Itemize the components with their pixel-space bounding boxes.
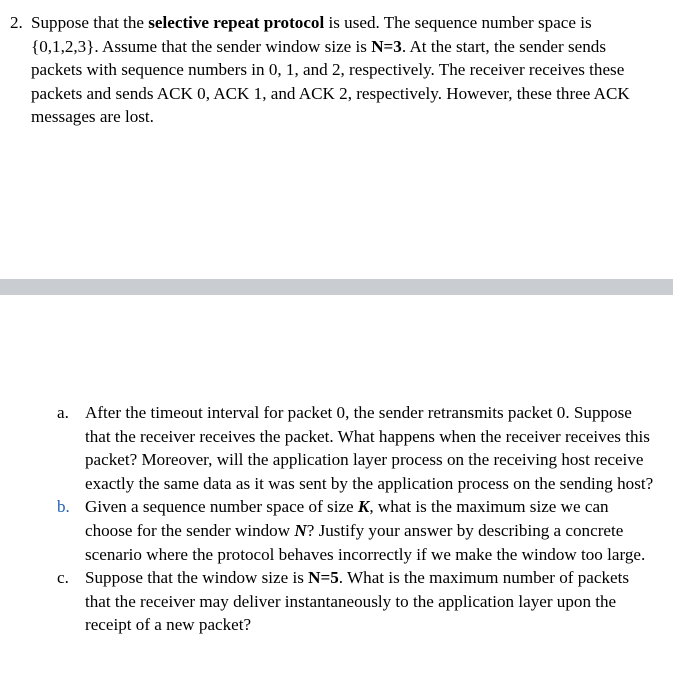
subquestion-text-part: ? Justify your answer by describing a concrete scenario where the protocol behaves incorrectly if we make the window too large. xyxy=(85,520,646,564)
subquestion-a xyxy=(57,401,657,495)
subquestion-text-part: Given a sequence number space of size xyxy=(85,497,358,517)
subquestion-letter: c. xyxy=(57,568,69,588)
protocol-name: selective repeat protocol xyxy=(148,13,325,32)
subquestion-text xyxy=(85,568,629,634)
subquestion-list xyxy=(57,401,657,637)
intro-text-2: is used. The sequence number space is {0,1,2,3}. Assume that the sender window size is xyxy=(31,13,592,56)
subquestion-text: After the timeout interval for packet 0, the sender retransmits packet 0. Suppose that the receiver receives the packet. What happens when the receiver receives this packet? Moreover, will the application layer process on the receiving host receive exactly the same data as it was sent by the application process on the sending host? xyxy=(85,403,654,493)
subquestion-text-part: . What is the maximum number of packets that the receiver may deliver instantaneously to the application layer upon the receipt of a new packet? xyxy=(85,568,630,635)
question-number: 2. xyxy=(10,13,23,32)
intro-text-1: Suppose that the xyxy=(31,13,149,32)
subquestion-c xyxy=(57,566,657,637)
question-2 xyxy=(10,11,668,129)
subquestion-letter: a. xyxy=(57,403,69,422)
subquestion-text-part: , what is the maximum size we can choose for the sender window xyxy=(85,497,609,540)
question-intro xyxy=(31,11,658,129)
section-divider xyxy=(0,279,673,295)
subquestion-letter: b. xyxy=(57,497,70,517)
window-size-value: N=3 xyxy=(371,36,402,56)
subquestion-b xyxy=(57,495,657,566)
intro-text-3: . At the start, the sender sends packets with sequence numbers in 0, 1, and 2, respectively. The receiver receives these packets and sends ACK 0, ACK 1, and ACK 2, respectively. However, these three ACK messages are lost. xyxy=(31,36,630,127)
subquestion-text-part: Suppose that the window size is xyxy=(85,568,309,588)
variable-n: N xyxy=(294,520,307,540)
subquestion-text xyxy=(85,497,645,563)
window-size-value: N=5 xyxy=(308,568,339,588)
variable-k: K xyxy=(357,497,370,517)
